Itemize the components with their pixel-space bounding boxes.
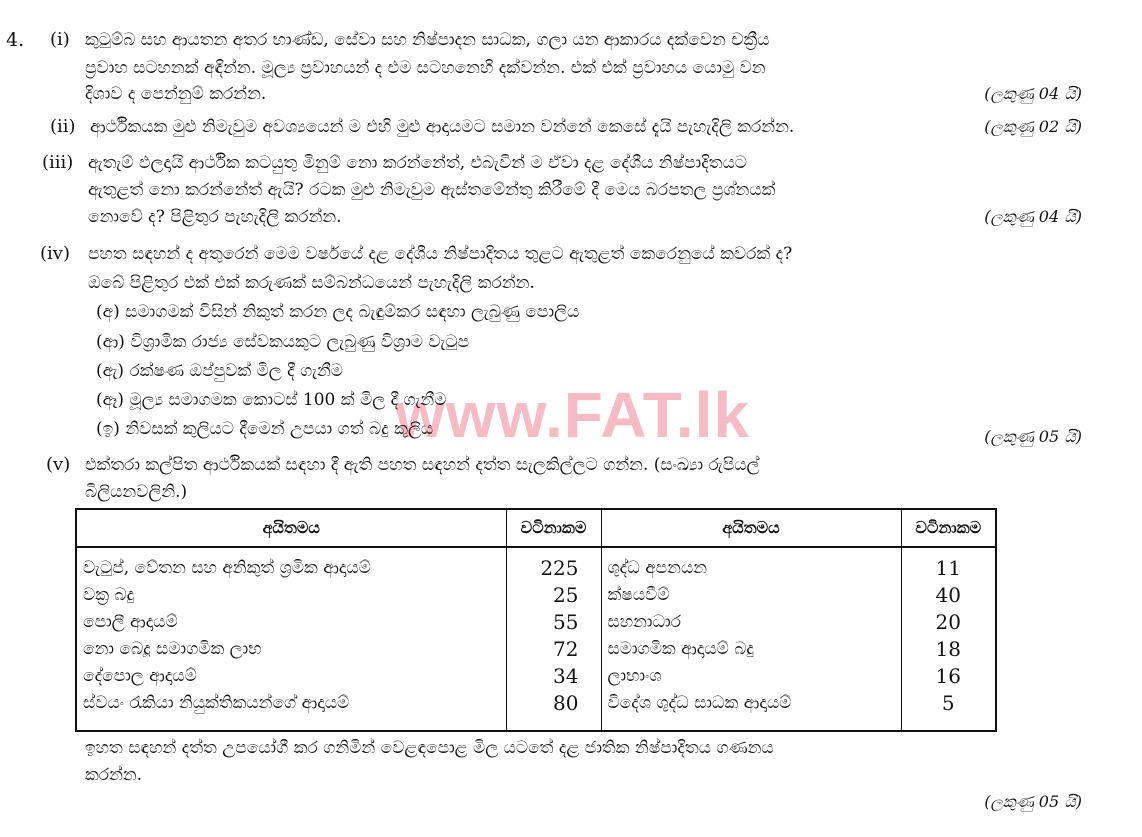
table-row xyxy=(76,635,996,662)
item-label: (ඇ) xyxy=(96,361,125,381)
item-cell: ශුද්ධ අපනයන xyxy=(601,547,901,581)
item-label: (ආ) xyxy=(96,332,125,352)
item-cell: ක්ෂයවීම් xyxy=(601,581,901,608)
part-i-line: ප්‍රවාහ සටහනක් අඳින්න. මූල්‍ය ප්‍රවාහයන් ද එම සටහනෙහි දක්වන්න. එක් එක් ප්‍රවාහය යොමු වන xyxy=(85,58,766,78)
part-iii-marks: (ලකුණු 04 යි) xyxy=(984,207,1082,226)
part-i-label: (i) xyxy=(50,29,70,50)
column-header-value: වටිනාකම xyxy=(901,509,996,547)
part-ii-marks: (ලකුණු 02 යි) xyxy=(984,117,1082,136)
part-iii-line: ඇතුළත් නො කරන්නේත් ඇයි? රටක මුළු නිමැවුම ඇස්තමේන්තු කිරීමේ දී මෙය බරපතල ප්‍රශ්නයක් xyxy=(88,180,776,200)
part-v-after-line: කරන්න. xyxy=(85,765,143,785)
value-cell: 5 xyxy=(901,689,996,731)
watermark: www.FAT.lk xyxy=(395,379,750,451)
part-iv-item xyxy=(96,330,469,354)
part-iii-line: නොවේ ද? පිළිතුර පැහැදිලි කරන්න. xyxy=(88,207,342,227)
item-cell: පොලී ආදායම් xyxy=(76,608,506,635)
part-ii-label: (ii) xyxy=(50,116,76,137)
part-iii-line: ඇතැම් ඵලදායි ආර්ථික කටයුතු මිනුම් නො කරන්නේත්, එබැවින් ම ඒවා දළ දේශීය නිෂ්පාදිතයට xyxy=(88,153,748,173)
table-row xyxy=(76,662,996,689)
part-i-line: දිශාව ද පෙන්නුම් කරන්න. xyxy=(85,84,267,104)
item-text: රක්ෂණ ඔප්පුවක් මිල දී ගැනීම xyxy=(129,361,344,381)
part-iv-item xyxy=(96,300,579,324)
part-iv-item xyxy=(96,388,446,412)
part-v-line: එක්තරා කල්පිත ආර්ථිකයක් සඳහා දී ඇති පහත සඳහන් දත්ත සැලකිල්ලට ගන්න. (සංඛ්‍යා රුපියල් xyxy=(85,455,760,475)
part-iv-line: ඔබේ පිළිතුර එක් එක් කරුණක් සම්බන්ධයෙන් පැහැදිලි කරන්න. xyxy=(88,273,535,293)
item-label: (ඉ) xyxy=(96,419,120,439)
item-text: නිවසක් කුලියට දීමෙන් උපයා ගත් බදු කුලිය xyxy=(125,419,434,439)
item-cell: වැටුප්, වේතන සහ අනිකුත් ශ්‍රමික ආදායම් xyxy=(76,547,506,581)
item-label: (අ) xyxy=(96,302,120,322)
part-iii-label: (iii) xyxy=(42,152,74,173)
table-row xyxy=(76,689,996,731)
value-cell: 40 xyxy=(901,581,996,608)
item-cell: සහනාධාර xyxy=(601,608,901,635)
item-label: (ඈ) xyxy=(96,390,125,410)
item-text: විශ්‍රාමික රාජ්‍ය සේවකයකුට ලැබුණු විශ්‍රාම වැටුප xyxy=(130,332,470,352)
part-iv-item xyxy=(96,359,343,383)
part-iv-label: (iv) xyxy=(40,243,70,264)
value-cell: 16 xyxy=(901,662,996,689)
part-v-label: (v) xyxy=(46,454,71,475)
column-header-item: අයිතමය xyxy=(76,509,506,547)
item-cell: නො බෙදූ සමාගමික ලාභ xyxy=(76,635,506,662)
part-iv-item xyxy=(96,417,433,441)
value-cell: 25 xyxy=(506,581,601,608)
table-header-row xyxy=(76,509,996,547)
part-iv-line: පහත සඳහන් ද අතුරෙන් මෙම වර්ෂයේ දළ දේශීය නිෂ්පාදිතය තුළට ඇතුළත් කෙරෙනුයේ කවරක් ද? xyxy=(88,244,793,264)
item-cell: සමාගමික ආදායම් බදු xyxy=(601,635,901,662)
item-cell: දේපොල ආදායම් xyxy=(76,662,506,689)
part-iv-marks: (ලකුණු 05 යි) xyxy=(984,427,1082,446)
item-cell: ලාභාංශ xyxy=(601,662,901,689)
part-v-marks: (ලකුණු 05 යි) xyxy=(984,792,1082,811)
question-number: 4. xyxy=(6,29,25,51)
part-v-line: බිලියනවලිනි.) xyxy=(85,482,188,502)
part-i-marks: (ලකුණු 04 යි) xyxy=(984,84,1082,103)
item-text: මූල්‍ය සමාගමක කොටස් 100 ක් මිල දී ගැනීම xyxy=(129,390,447,410)
value-cell: 72 xyxy=(506,635,601,662)
value-cell: 20 xyxy=(901,608,996,635)
data-table xyxy=(75,508,997,732)
table-row xyxy=(76,547,996,581)
value-cell: 225 xyxy=(506,547,601,581)
item-cell: වක්‍ර බදු xyxy=(76,581,506,608)
value-cell: 34 xyxy=(506,662,601,689)
part-i-line: කුටුම්බ සහ ආයතන අතර භාණ්ඩ, සේවා සහ නිෂ්පාදන සාධක, ගලා යන ආකාරය දක්වෙන චක්‍රීය xyxy=(85,30,770,50)
part-v-after-line: ඉහත සඳහන් දත්ත උපයෝගී කර ගනිමින් වෙළඳපොළ මිල යටතේ දළ ජාතික නිෂ්පාදිතය ගණනය xyxy=(85,738,774,758)
part-ii-line: ආර්ථිකයක මුළු නිමැවුම අවශ්‍යයෙන් ම එහි මුළු ආදායමට සමාන වන්නේ කෙසේ දැයි පැහැදිලි කරන්න. xyxy=(90,117,795,137)
table-row xyxy=(76,608,996,635)
value-cell: 55 xyxy=(506,608,601,635)
value-cell: 11 xyxy=(901,547,996,581)
value-cell: 80 xyxy=(506,689,601,731)
value-cell: 18 xyxy=(901,635,996,662)
item-text: සමාගමක් විසින් නිකුත් කරන ලද බැඳුම්කර සඳහා ලැබුණු පොලිය xyxy=(125,302,580,322)
item-cell: විදේශ ශුද්ධ සාධක ආදායම් xyxy=(601,689,901,731)
column-header-item: අයිතමය xyxy=(601,509,901,547)
table-row xyxy=(76,581,996,608)
item-cell: ස්වයං රැකියා නියුක්තිකයන්ගේ ආදායම් xyxy=(76,689,506,731)
column-header-value: වටිනාකම xyxy=(506,509,601,547)
